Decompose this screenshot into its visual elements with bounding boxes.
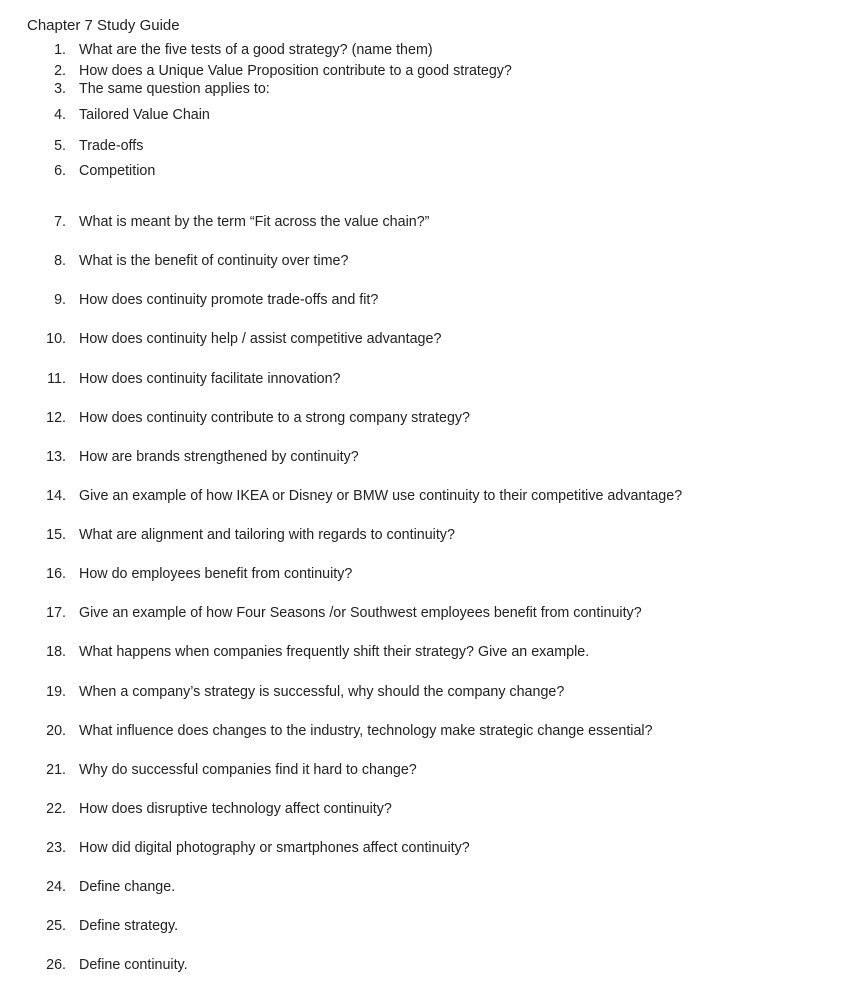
- list-item-text: What are the five tests of a good strategy? (name them): [79, 42, 433, 58]
- list-item-number: 11.: [47, 371, 66, 387]
- list-item-number: 16.: [46, 566, 66, 582]
- list-item-text: How do employees benefit from continuity?: [79, 566, 353, 582]
- list-item-text: How does continuity contribute to a strong company strategy?: [79, 410, 470, 426]
- list-item-text: How does disruptive technology affect continuity?: [79, 801, 392, 817]
- list-item-number: 2.: [54, 63, 66, 79]
- list-item-text: Trade-offs: [79, 138, 144, 154]
- list-item-number: 1.: [54, 42, 66, 58]
- list-item-number: 10.: [46, 331, 66, 347]
- list-item-number: 9.: [54, 292, 66, 308]
- list-item-number: 14.: [46, 488, 66, 504]
- list-item-number: 26.: [46, 957, 66, 973]
- list-item-text: How does continuity promote trade-offs and fit?: [79, 292, 379, 308]
- list-item-text: What are alignment and tailoring with regards to continuity?: [79, 527, 455, 543]
- list-item-number: 3.: [54, 81, 66, 97]
- list-item-number: 21.: [46, 762, 66, 778]
- list-item-text: How are brands strengthened by continuity?: [79, 449, 359, 465]
- list-item-number: 23.: [46, 840, 66, 856]
- list-item-text: How does continuity help / assist competitive advantage?: [79, 331, 442, 347]
- list-item-number: 24.: [46, 879, 66, 895]
- list-item-number: 5.: [54, 138, 66, 154]
- list-item-text: How did digital photography or smartphones affect continuity?: [79, 840, 470, 856]
- list-item-number: 8.: [54, 253, 66, 269]
- list-item-text: What happens when companies frequently shift their strategy? Give an example.: [79, 644, 590, 660]
- list-item-text: Give an example of how IKEA or Disney or BMW use continuity to their competitive advantage?: [79, 488, 683, 504]
- list-item-text: When a company’s strategy is successful, why should the company change?: [79, 684, 565, 700]
- list-item-text: Define change.: [79, 879, 176, 895]
- list-item-text: Define continuity.: [79, 957, 188, 973]
- list-item-text: Tailored Value Chain: [79, 107, 210, 123]
- list-item-number: 6.: [54, 163, 66, 179]
- list-item-number: 15.: [46, 527, 66, 543]
- list-item-number: 25.: [46, 918, 66, 934]
- list-item-number: 19.: [46, 684, 66, 700]
- document-title: Chapter 7 Study Guide: [27, 17, 180, 34]
- list-item-number: 4.: [54, 107, 66, 123]
- list-item-text: How does a Unique Value Proposition contribute to a good strategy?: [79, 63, 512, 79]
- list-item-text: Why do successful companies find it hard to change?: [79, 762, 417, 778]
- list-item-number: 17.: [46, 605, 66, 621]
- list-item-number: 18.: [46, 644, 66, 660]
- list-item-text: Give an example of how Four Seasons /or Southwest employees benefit from continuity?: [79, 605, 642, 621]
- list-item-text: The same question applies to:: [79, 81, 270, 97]
- list-item-number: 13.: [46, 449, 66, 465]
- list-item-text: What influence does changes to the industry, technology make strategic change essential?: [79, 723, 653, 739]
- list-item-text: Define strategy.: [79, 918, 179, 934]
- list-item-text: Competition: [79, 163, 156, 179]
- list-item-text: What is the benefit of continuity over time?: [79, 253, 349, 269]
- list-item-text: How does continuity facilitate innovation?: [79, 371, 341, 387]
- list-item-number: 7.: [54, 214, 66, 230]
- list-item-number: 22.: [46, 801, 66, 817]
- list-item-text: What is meant by the term “Fit across the value chain?”: [79, 214, 430, 230]
- list-item-number: 20.: [46, 723, 66, 739]
- list-item-number: 12.: [46, 410, 66, 426]
